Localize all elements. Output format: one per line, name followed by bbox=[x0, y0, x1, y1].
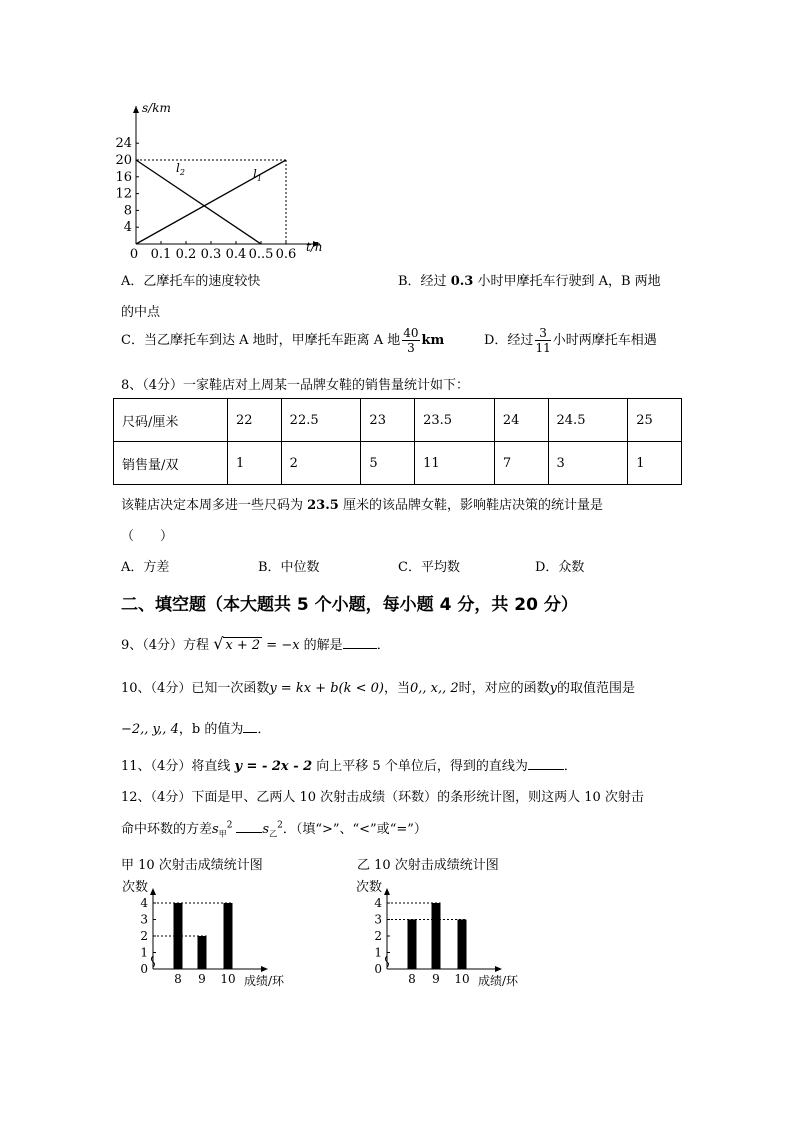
variance-symbol: s bbox=[212, 822, 219, 837]
q7-option-a: A．乙摩托车的速度较快 bbox=[121, 274, 261, 289]
q9-radicand: x + 2 bbox=[225, 638, 261, 653]
x-tick-label: 8 bbox=[408, 972, 416, 986]
q10-suffix2: 的取值范围是 bbox=[557, 681, 636, 696]
y-axis-arrow-icon bbox=[133, 106, 139, 113]
fraction-denominator: 3 bbox=[407, 341, 415, 355]
variance-subscript: 乙 bbox=[269, 829, 278, 839]
q8-text bbox=[121, 494, 603, 513]
answer-blank[interactable] bbox=[236, 832, 262, 833]
q7-option-b-text: B．经过 bbox=[398, 274, 451, 289]
table-cell: 7 bbox=[494, 442, 548, 485]
y-tick-label: 20 bbox=[115, 153, 132, 168]
series-label-l1: $l_1$ bbox=[253, 167, 262, 183]
q10-suffix: 时，对应的函数 bbox=[458, 681, 550, 696]
yi-bar-chart bbox=[350, 876, 530, 992]
y-axis-label: 次数 bbox=[356, 880, 383, 895]
shoe-sales-table bbox=[113, 398, 682, 485]
q11-line-equation: y = - 2x - 2 bbox=[234, 759, 313, 774]
q8-option-b: B．中位数 bbox=[258, 560, 320, 575]
x-tick-label: 0..5 bbox=[248, 247, 274, 258]
fraction-denominator: 11 bbox=[535, 341, 551, 355]
answer-blank[interactable] bbox=[243, 732, 257, 733]
q10-y-variable: y bbox=[549, 681, 558, 696]
x-tick-label: 9 bbox=[198, 972, 206, 986]
variance-subscript: 甲 bbox=[218, 829, 227, 839]
table-cell: 23.5 bbox=[415, 399, 495, 442]
q9-equation-rhs: = −x bbox=[262, 638, 300, 653]
table-cell: 22 bbox=[228, 399, 282, 442]
x-tick-label: 10 bbox=[454, 972, 470, 986]
q10-prefix: 10、（4分）已知一次函数 bbox=[121, 681, 270, 696]
fraction-numerator: 3 bbox=[535, 326, 550, 341]
variance-exponent: 2 bbox=[226, 820, 233, 831]
q9-prefix: 9、（4分）方程 bbox=[121, 638, 210, 653]
q10-b-text: ，b 的值为 bbox=[178, 722, 244, 737]
x-tick-label: 10 bbox=[220, 972, 236, 986]
q10-function: y = kx + b(k < 0) bbox=[269, 681, 384, 696]
x-tick-label: 0.6 bbox=[275, 247, 297, 258]
y-tick-label: 0 bbox=[140, 962, 148, 976]
q8-text-part2: 厘米的该品牌女鞋，影响鞋店决策的统计量是 bbox=[338, 498, 603, 513]
table-cell: 1 bbox=[628, 442, 682, 485]
series-label-l2: $l_2$ bbox=[176, 161, 185, 177]
y-tick-label: 2 bbox=[140, 929, 148, 943]
x-tick-label: 0 bbox=[129, 247, 139, 258]
table-cell: 25 bbox=[628, 399, 682, 442]
q11-prefix: 11、（4分）将直线 bbox=[121, 759, 235, 774]
q7-option-b-continued: 的中点 bbox=[121, 305, 161, 320]
y-tick-label: 16 bbox=[115, 169, 132, 185]
x-axis-label: t/h bbox=[306, 240, 323, 254]
answer-blank[interactable] bbox=[343, 648, 377, 649]
q7-option-c-unit: km bbox=[421, 333, 445, 348]
q10-question bbox=[121, 677, 635, 696]
q11-suffix: 向上平移 5 个单位后，得到的直线为 bbox=[312, 759, 528, 774]
x-axis-arrow-icon bbox=[495, 966, 502, 972]
y-tick-label: 3 bbox=[374, 912, 382, 927]
q10-end: ． bbox=[257, 722, 271, 737]
y-tick-label: 12 bbox=[115, 186, 132, 202]
x-axis-label: 成绩/环 bbox=[244, 974, 285, 988]
bar bbox=[174, 903, 183, 969]
table-cell: 24.5 bbox=[548, 399, 628, 442]
table-header-cell: 尺码/厘米 bbox=[114, 399, 228, 442]
q8-option-d: D．众数 bbox=[535, 560, 585, 575]
y-tick-label: 4 bbox=[123, 220, 132, 236]
x-tick-label: 0.2 bbox=[175, 247, 197, 258]
table-cell: 2 bbox=[281, 442, 361, 485]
y-tick-label: 8 bbox=[123, 203, 132, 219]
section-heading: 二、填空题（本大题共 5 个小题，每小题 4 分，共 20 分） bbox=[121, 595, 578, 615]
table-cell: 24 bbox=[494, 399, 548, 442]
y-tick-label: 0 bbox=[374, 962, 382, 976]
q7-option-b bbox=[398, 270, 661, 289]
q8-option-a: A．方差 bbox=[121, 560, 170, 575]
q7-option-d-text: D．经过 bbox=[484, 333, 534, 348]
q10-line2 bbox=[121, 718, 270, 737]
x-axis-arrow-icon bbox=[261, 966, 268, 972]
table-cell: 3 bbox=[548, 442, 628, 485]
y-tick-label: 2 bbox=[374, 929, 382, 943]
table-row bbox=[114, 399, 682, 442]
table-cell: 11 bbox=[415, 442, 495, 485]
series-line-l1 bbox=[136, 160, 286, 244]
bar bbox=[198, 936, 207, 969]
sqrt-expression bbox=[213, 634, 262, 653]
y-axis-arrow-icon bbox=[150, 888, 156, 895]
q12-line2 bbox=[121, 818, 427, 840]
q7-option-c bbox=[121, 326, 444, 355]
q12-instruction: ．（填“>”、“<”或“=”） bbox=[282, 822, 427, 837]
table-header-cell: 销售量/双 bbox=[114, 442, 228, 485]
bar bbox=[458, 920, 467, 970]
q7-option-d-text2: 小时两摩托车相遇 bbox=[552, 333, 657, 348]
y-tick-label: 4 bbox=[140, 896, 148, 910]
q8-option-c: C．平均数 bbox=[398, 560, 460, 575]
distance-time-chart bbox=[110, 98, 330, 258]
y-axis-arrow-icon bbox=[384, 888, 390, 895]
q12-text: 命中环数的方差 bbox=[121, 822, 213, 837]
y-tick-label: 4 bbox=[374, 896, 382, 910]
chart-title-yi: 乙 10 次射击成绩统计图 bbox=[357, 858, 499, 873]
q7-option-c-fraction bbox=[402, 326, 419, 355]
bar bbox=[224, 903, 233, 969]
table-row bbox=[114, 442, 682, 485]
q7-option-d bbox=[484, 326, 657, 355]
q9-suffix: 的解是 bbox=[299, 638, 343, 653]
y-tick-label: 3 bbox=[140, 912, 148, 927]
table-cell: 23 bbox=[361, 399, 415, 442]
q11-end: ． bbox=[563, 759, 577, 774]
q9-end: ． bbox=[376, 638, 390, 653]
variance-symbol: s bbox=[262, 822, 270, 837]
q11-question bbox=[121, 755, 577, 774]
q7-option-d-fraction bbox=[535, 326, 550, 355]
variance-exponent: 2 bbox=[277, 820, 283, 831]
q8-stem: 8、（4分）一家鞋店对上周某一品牌女鞋的销售量统计如下： bbox=[121, 378, 470, 393]
q7-option-b-text2: 小时甲摩托车行驶到 A，B 两地 bbox=[473, 274, 661, 289]
q7-option-c-text: C．当乙摩托车到达 A 地时，甲摩托车距离 A 地 bbox=[121, 333, 401, 348]
series-line-l2 bbox=[136, 160, 261, 244]
y-axis-label: s/km bbox=[142, 101, 171, 115]
q8-text-part1: 该鞋店决定本周多进一些尺码为 bbox=[121, 498, 308, 513]
chart-title-jia: 甲 10 次射击成绩统计图 bbox=[121, 858, 263, 873]
table-cell: 1 bbox=[228, 442, 282, 485]
q8-text-number: 23.5 bbox=[307, 498, 339, 513]
y-tick-label: 1 bbox=[374, 945, 382, 960]
x-tick-label: 8 bbox=[174, 972, 182, 986]
x-tick-label: 0.3 bbox=[200, 247, 222, 258]
q9-question bbox=[121, 634, 390, 653]
series-label-subscript: 2 bbox=[179, 168, 185, 177]
x-tick-label: 0.4 bbox=[225, 247, 247, 258]
x-tick-label: 9 bbox=[432, 972, 440, 986]
fraction-numerator: 40 bbox=[403, 326, 419, 340]
radical-icon: √ bbox=[213, 634, 224, 653]
answer-blank[interactable] bbox=[528, 769, 564, 770]
series-label-subscript: 1 bbox=[256, 174, 262, 183]
bar bbox=[408, 920, 417, 970]
jia-bar-chart bbox=[116, 876, 296, 992]
q12-line1: 12、（4分）下面是甲、乙两人 10 次射击成绩（环数）的条形统计图，则这两人 10 次射击 bbox=[121, 790, 644, 805]
table-cell: 22.5 bbox=[281, 399, 361, 442]
y-axis-label: 次数 bbox=[122, 880, 149, 895]
q10-condition: 0,, x,, 2 bbox=[409, 681, 459, 696]
q8-answer-paren: （ ） bbox=[121, 529, 174, 544]
y-tick-label: 24 bbox=[115, 136, 132, 152]
q10-range: −2,, y,, 4 bbox=[121, 722, 179, 737]
x-axis-label: 成绩/环 bbox=[478, 974, 519, 988]
q10-mid: ，当 bbox=[383, 681, 410, 696]
y-tick-label: 1 bbox=[140, 945, 148, 960]
q7-option-b-number: 0.3 bbox=[450, 274, 474, 289]
table-cell: 5 bbox=[361, 442, 415, 485]
bar bbox=[432, 903, 441, 969]
x-tick-label: 0.1 bbox=[150, 247, 172, 258]
